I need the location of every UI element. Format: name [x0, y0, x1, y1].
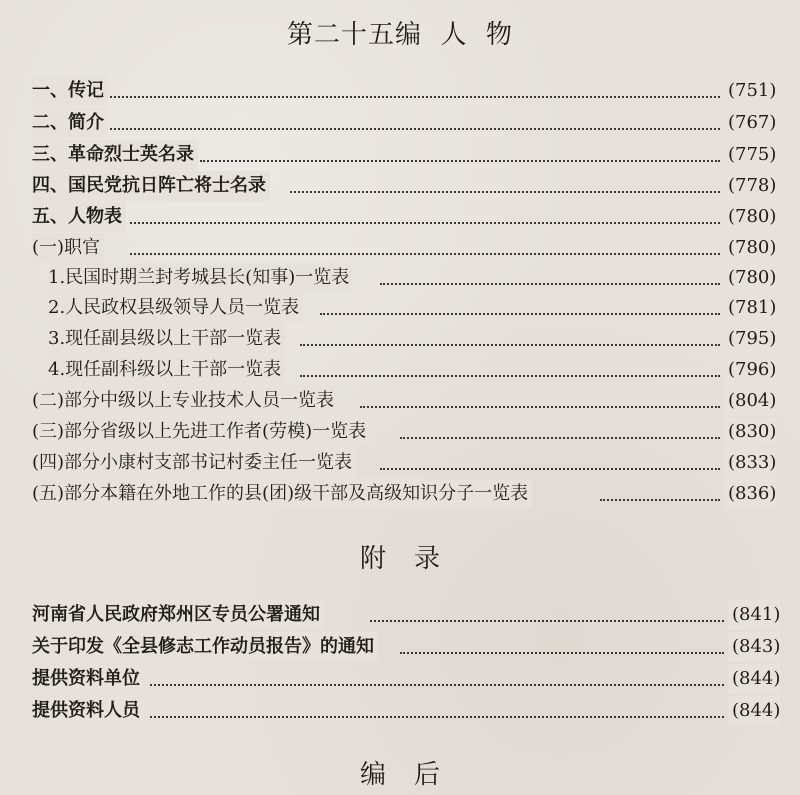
- toc-entry-label: 五、人物表: [32, 202, 126, 232]
- appendix-entry[interactable]: [0, 664, 800, 694]
- leader-dots: [400, 652, 724, 654]
- toc-entry-label: (三)部分省级以上先进工作者(劳模)一览表: [32, 417, 370, 447]
- toc-entry-page: (778): [724, 171, 776, 201]
- toc-entry-page: (804): [724, 386, 776, 416]
- appendix-entry-page: (841): [728, 600, 780, 630]
- appendix-entry-page: (844): [728, 664, 780, 694]
- toc-entry[interactable]: [0, 448, 800, 478]
- leader-dots: [360, 406, 720, 408]
- leader-dots: [300, 344, 720, 346]
- appendix-entry-label: 提供资料单位: [32, 664, 144, 694]
- toc-entry[interactable]: [0, 76, 800, 106]
- toc-entry[interactable]: [0, 108, 800, 138]
- toc-entry[interactable]: [0, 324, 800, 354]
- toc-entry-page: (796): [724, 355, 776, 385]
- appendix-entry-label: 提供资料人员: [32, 696, 144, 726]
- leader-dots: [600, 499, 720, 501]
- appendix-title: 附录: [359, 544, 468, 574]
- toc-entry-page: (775): [724, 140, 776, 170]
- toc-entry[interactable]: [0, 386, 800, 416]
- toc-entry-label: 3.现任副县级以上干部一览表: [48, 324, 285, 354]
- appendix-entry[interactable]: [0, 696, 800, 726]
- appendix-entry[interactable]: [0, 632, 800, 662]
- toc-entry-page: (833): [724, 448, 776, 478]
- toc-entry-label: 1.民国时期兰封考城县长(知事)一览表: [48, 263, 353, 293]
- leader-dots: [370, 620, 724, 622]
- toc-entry[interactable]: [0, 417, 800, 447]
- afterword-title: 编后: [359, 760, 468, 790]
- toc-entry-page: (780): [724, 233, 776, 263]
- leader-dots: [290, 191, 720, 193]
- leader-dots: [110, 96, 720, 98]
- appendix-entry-page: (843): [728, 632, 780, 662]
- toc-entry-page: (781): [724, 293, 776, 323]
- leader-dots: [300, 375, 720, 377]
- toc-entry[interactable]: [0, 479, 800, 509]
- toc-entry[interactable]: [0, 355, 800, 385]
- toc-entry-label: (四)部分小康村支部书记村委主任一览表: [32, 448, 356, 478]
- toc-entry-label: 二、简介: [32, 108, 108, 138]
- leader-dots: [320, 313, 720, 315]
- toc-entry[interactable]: [0, 171, 800, 201]
- toc-entry-label: 四、国民党抗日阵亡将士名录: [32, 171, 270, 201]
- part-title: 第二十五编 人 物: [286, 20, 514, 50]
- toc-entry-page: (795): [724, 324, 776, 354]
- toc-entry-label: 三、革命烈士英名录: [32, 140, 198, 170]
- toc-entry[interactable]: [0, 293, 800, 323]
- leader-dots: [150, 716, 724, 718]
- toc-entry-page: (767): [724, 108, 776, 138]
- toc-entry-label: 一、传记: [32, 76, 108, 106]
- toc-entry-label: (一)职官: [32, 233, 104, 263]
- leader-dots: [110, 128, 720, 130]
- leader-dots: [380, 283, 720, 285]
- leader-dots: [150, 684, 724, 686]
- toc-entry-label: (二)部分中级以上专业技术人员一览表: [32, 386, 338, 416]
- toc-entry-page: (780): [724, 202, 776, 232]
- leader-dots: [200, 160, 720, 162]
- toc-entry-page: (830): [724, 417, 776, 447]
- toc-entry-label: (五)部分本籍在外地工作的县(团)级干部及高级知识分子一览表: [32, 479, 532, 509]
- appendix-entry[interactable]: [0, 600, 800, 630]
- toc-entry-label: 2.人民政权县级领导人员一览表: [48, 293, 303, 323]
- toc-entry[interactable]: [0, 233, 800, 263]
- toc-entry[interactable]: [0, 140, 800, 170]
- leader-dots: [130, 222, 720, 224]
- leader-dots: [130, 253, 720, 255]
- appendix-entry-page: (844): [728, 696, 780, 726]
- toc-entry-label: 4.现任副科级以上干部一览表: [48, 355, 285, 385]
- leader-dots: [400, 437, 720, 439]
- appendix-entry-label: 河南省人民政府郑州区专员公署通知: [32, 600, 324, 630]
- leader-dots: [380, 468, 720, 470]
- toc-entry-page: (751): [724, 76, 776, 106]
- toc-entry-page: (780): [724, 263, 776, 293]
- toc-entry-page: (836): [724, 479, 776, 509]
- appendix-entry-label: 关于印发《全县修志工作动员报告》的通知: [32, 632, 378, 662]
- toc-entry[interactable]: [0, 263, 800, 293]
- toc-entry[interactable]: [0, 202, 800, 232]
